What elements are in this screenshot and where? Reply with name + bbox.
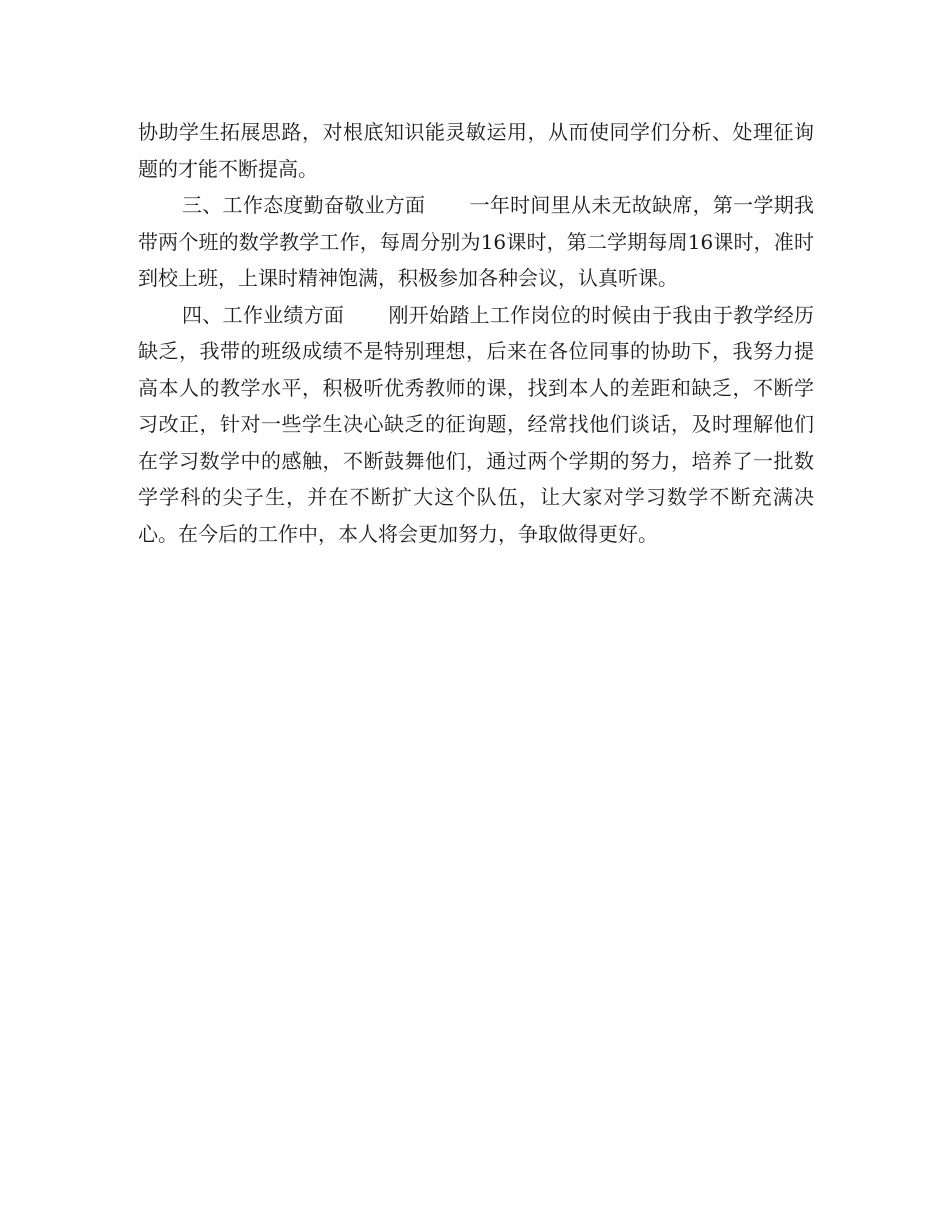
paragraph-work-performance: [138, 297, 814, 553]
section-heading: 三、工作态度勤奋敬业方面: [182, 193, 426, 217]
section-heading: 四、工作业绩方面: [182, 302, 345, 327]
paragraph-continuation: [138, 114, 814, 187]
paragraph-work-attitude: [138, 187, 814, 297]
document-body: [138, 114, 814, 552]
paragraph-text: 协助学生拓展思路，对根底知识能灵敏运用，从而使同学们分析、处理征询题的才能不断提高。: [138, 120, 814, 181]
paragraph-text: 一年时间里从未无故缺席，第一学期我带两个班的数学教学工作，每周分别为16课时，第二学期每周16课时，准时到校上班，上课时精神饱满，积极参加各种会议，认真听课。: [138, 193, 815, 290]
paragraph-text: 刚开始踏上工作岗位的时候由于我由于教学经历缺乏，我带的班级成绩不是特别理想，后来在各位同事的协助下，我努力提高本人的教学水平，积极听优秀教师的课，找到本人的差距和缺乏，不断学习改正，针对一些学生决心缺乏的征询题，经常找他们谈话，及时理解他们在学习数学中的感触，不断鼓舞他们，通过两个学期的努力，培养了一批数学学科的尖子生，并在不断扩大这个队伍，让大家对学习数学不断充满决心。在今后的工作中，本人将会更加努力，争取做得更好。: [138, 302, 815, 546]
